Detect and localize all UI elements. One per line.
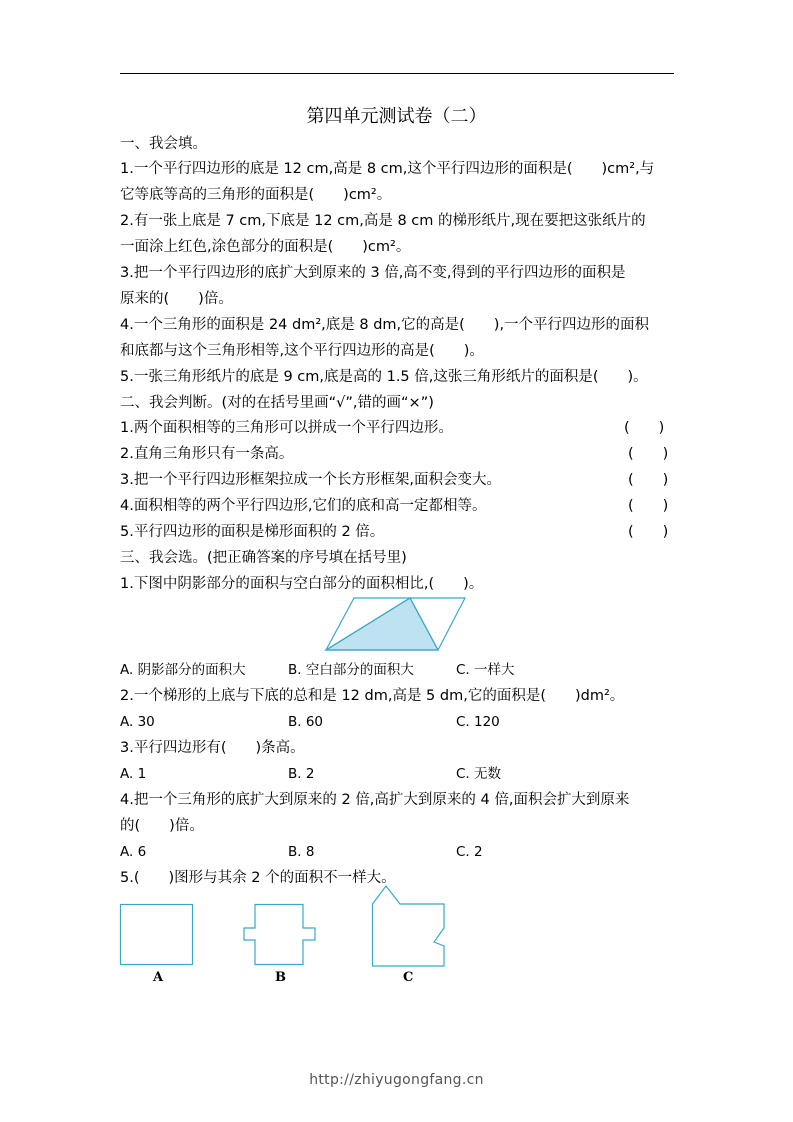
s1-q5-line1: 5.一张三角形纸片的底是 9 cm,底是高的 1.5 倍,这张三角形纸片的面积是( )。 [120, 369, 648, 385]
s3-q2-option-a[interactable]: A. 30 [120, 714, 155, 730]
s3-q3: 3.平行四边形有( )条高。 [120, 740, 305, 756]
figure-c-cut-shape [372, 884, 448, 968]
s3-q1: 1.下图中阴影部分的面积与空白部分的面积相比,( )。 [120, 576, 484, 592]
s3-q2-option-c[interactable]: C. 120 [456, 714, 500, 730]
s3-q5: 5.( )图形与其余 2 个的面积不一样大。 [120, 870, 396, 886]
s3-q2: 2.一个梯形的上底与下底的总和是 12 dm,高是 5 dm,它的面积是( )dm²。 [120, 688, 625, 704]
s1-q2-line2: 一面涂上红色,涂色部分的面积是( )cm²。 [120, 239, 411, 255]
s1-q3-line2: 原来的( )倍。 [120, 291, 233, 307]
s1-q1-line1: 1.一个平行四边形的底是 12 cm,高是 8 cm,这个平行四边形的面积是( )cm²,与 [120, 161, 655, 177]
judge-item-5: 5.平行四边形的面积是梯形面积的 2 倍。 [120, 524, 385, 540]
s3-q4-option-c[interactable]: C. 2 [456, 844, 483, 860]
s3-q4-option-a[interactable]: A. 6 [120, 844, 147, 860]
s1-q2-line1: 2.有一张上底是 7 cm,下底是 12 cm,高是 8 cm 的梯形纸片,现在要把这张纸片的 [120, 213, 646, 229]
page-title: 第四单元测试卷（二） [306, 106, 487, 127]
s3-q4-line2: 的( )倍。 [120, 818, 204, 834]
judge-item-3: 3.把一个平行四边形框架拉成一个长方形框架,面积会变大。 [120, 472, 501, 488]
judge-blank-4[interactable]: ( ) [628, 498, 669, 514]
shaded-triangle [326, 598, 438, 650]
figure-c-label: C [403, 970, 414, 985]
figure-b-label: B [275, 970, 286, 985]
s3-q1-option-b[interactable]: B. 空白部分的面积大 [288, 662, 414, 678]
footer-url: http://zhiyugongfang.cn [309, 1072, 484, 1088]
section2-heading: 二、我会判断。(对的在括号里画“√”,错的画“×”) [120, 395, 434, 411]
s3-q3-option-a[interactable]: A. 1 [120, 766, 147, 782]
s3-q4-option-b[interactable]: B. 8 [288, 844, 315, 860]
section3-heading: 三、我会选。(把正确答案的序号填在括号里) [120, 550, 407, 566]
section1-heading: 一、我会填。 [120, 136, 207, 152]
s3-q1-option-c[interactable]: C. 一样大 [456, 662, 515, 678]
figure-a-label: A [153, 970, 164, 985]
s1-q4-line1: 4.一个三角形的面积是 24 dm²,底是 8 dm,它的高是( ),一个平行四边形的面积 [120, 317, 650, 333]
header-rule [120, 73, 674, 74]
judge-item-2: 2.直角三角形只有一条高。 [120, 446, 294, 462]
parallelogram-figure [326, 596, 466, 652]
s1-q3-line1: 3.把一个平行四边形的底扩大到原来的 3 倍,高不变,得到的平行四边形的面积是 [120, 265, 626, 281]
judge-blank-2[interactable]: ( ) [628, 446, 669, 462]
figure-a-square [120, 904, 194, 966]
s3-q2-option-b[interactable]: B. 60 [288, 714, 324, 730]
judge-item-4: 4.面积相等的两个平行四边形,它们的底和高一定都相等。 [120, 498, 487, 514]
judge-blank-3[interactable]: ( ) [628, 472, 669, 488]
s3-q3-option-c[interactable]: C. 无数 [456, 766, 502, 782]
figure-b-notched-shape [243, 904, 317, 966]
judge-item-1: 1.两个面积相等的三角形可以拼成一个平行四边形。 [120, 420, 453, 436]
s1-q1-line2: 它等底等高的三角形的面积是( )cm²。 [120, 187, 392, 203]
s1-q4-line2: 和底都与这个三角形相等,这个平行四边形的高是( )。 [120, 343, 484, 359]
s3-q4-line1: 4.把一个三角形的底扩大到原来的 2 倍,高扩大到原来的 4 倍,面积会扩大到原来 [120, 792, 630, 808]
judge-blank-5[interactable]: ( ) [628, 524, 669, 540]
s3-q3-option-b[interactable]: B. 2 [288, 766, 315, 782]
s3-q1-option-a[interactable]: A. 阴影部分的面积大 [120, 662, 246, 678]
judge-blank-1[interactable]: ( ) [624, 420, 665, 436]
